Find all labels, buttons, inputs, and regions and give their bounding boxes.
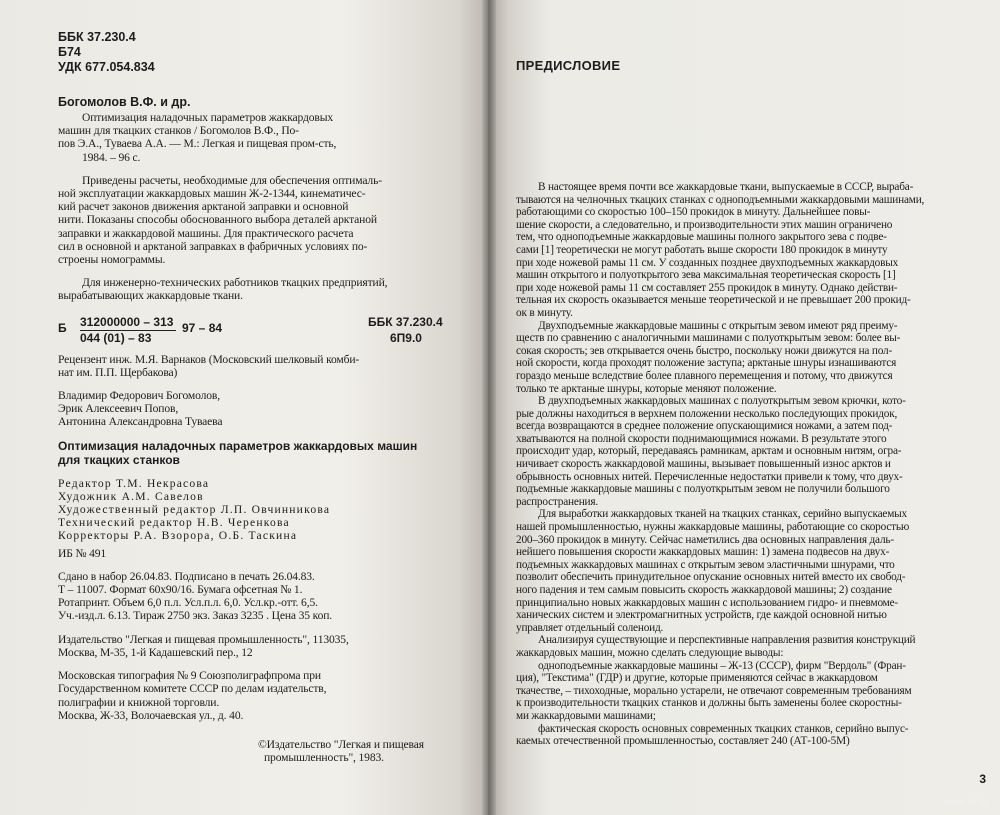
preface-line: сами [1] теоретически не могут работать выше скорости 180 прокидок в минуту [516, 243, 888, 256]
preface-line: принципиально новых жаккардовых машин с использованием гидро- и пневмоме- [516, 596, 898, 609]
copyright-line: ©Издательство "Легкая и пищевая [258, 737, 424, 751]
print-line: Ротапринт. Объем 6,0 п.л. Усл.п.л. 6,0. Усл.кр.-отт. 6,5. [58, 596, 318, 610]
watermark-text: www.ay.by [942, 797, 990, 808]
preface-line: нашей промышленностью, нужны жаккардовые машины, работающие со скоростью [516, 521, 910, 534]
preface-line: распространения. [516, 495, 599, 508]
bib-line: машин для ткацких станков / Богомолов В.Ф., По- [58, 124, 299, 138]
publisher-line: Москва, М-35, 1-й Кадашевский пер., 12 [58, 645, 253, 659]
preface-line: Двухподъемные жаккардовые машины с открытым зевом имеют ряд преиму- [538, 319, 898, 332]
printer-line: полиграфии и книжной торговли. [58, 695, 220, 709]
printer-address [58, 669, 474, 722]
preface-line: тываются на челночных ткацких станках с одноподъемными жаккардовыми машинами, [516, 193, 925, 206]
preface-paragraph [516, 508, 978, 634]
preface-line: управляет отдельный соленоид. [516, 621, 664, 634]
preface-line: тельная их скорость оказывается меньше теоретической и не превышает 200 прокид- [516, 294, 911, 307]
preface-line: подъемных жаккардовых машинах с открытым зевом эластичными шнурами, что [516, 558, 895, 571]
print-details [58, 570, 474, 623]
bibliographic-description [58, 111, 474, 164]
print-line: Т – 11007. Формат 60х90/16. Бумага офсетная № 1. [58, 583, 303, 597]
preface-line: всегда возвращаются в среднее положение опускающимися ножами, а затем под- [516, 420, 893, 433]
preface-line: 200–360 прокидок в минуту. Сейчас наметились два основных направления даль- [516, 533, 894, 546]
preface-line: к производительности ткацких станков и должны быть заменены более скоростны- [516, 697, 902, 710]
left-page-imprint [0, 0, 488, 815]
preface-line: ханических систем и электромагнитных устройств, где каждой основной нитью [516, 609, 887, 622]
editorial-staff [58, 477, 474, 543]
abstract-line: заправки и жаккардовой машины. Для практического расчета [58, 226, 354, 240]
preface-line: хватываются на полной скорости поднимающимися ножами. В результате этого [516, 432, 887, 445]
preface-line: обрывность основных нитей. Перечисленные недостатки привели к тому, что двух- [516, 470, 903, 483]
udk-code: УДК 677.054.834 [58, 60, 155, 74]
preface-body [516, 181, 978, 748]
author-heading: Богомолов В.Ф. и др. [58, 95, 191, 109]
abstract-line: нити. Показаны способы обоснованного выбора деталей арктаной [58, 213, 377, 227]
preface-line: ществ по сравнению с аналогичными машинами с полуоткрытым зевом: более вы- [516, 332, 901, 345]
printer-line: Москва, Ж-33, Волочаевская ул., д. 40. [58, 708, 244, 722]
preface-line: происходит удар, который, передаваясь рамникам, арктам и основным нитям, огра- [516, 445, 902, 458]
index-letter: Б [58, 320, 67, 335]
preface-line: ция), "Текстима" (ГДР) и другие, которые применяются сейчас в жаккардовом [516, 672, 878, 685]
printer-line: Государственном комитете СССР по делам издательств, [58, 682, 327, 696]
preface-line: сокая скорость; зев открывается очень быстро, поскольку ножи движутся на пол- [516, 344, 893, 357]
preface-line: рые должны находиться в верхнем положении несколько последующих прокидок, [516, 407, 898, 420]
print-line: Уч.-изд.л. 6.13. Тираж 2750 экз. Заказ 3235 . Цена 35 коп. [58, 609, 333, 623]
preface-line: тем, что одноподъемные жаккардовые машины полного закрытого зева с подве- [516, 231, 887, 244]
print-line: Сдано в набор 26.04.83. Подписано в печать 26.04.83. [58, 569, 315, 583]
abstract-line: кий расчет законов движения арктаной заправки и основной [58, 200, 349, 214]
preface-line: ничивает скорость жаккардовой машины, вызывает повышенный износ арктов и [516, 458, 891, 471]
copyright-line: промышленность", 1983. [264, 751, 384, 765]
preface-line: Для выработки жаккардовых тканей на ткацких станках, серийно выпускаемых [538, 508, 907, 521]
preface-line: ного падения и тем самым повысить скорость жаккардовой машины; 2) создание [516, 584, 892, 596]
staff-line: Корректоры Р.А. Взорора, О.Б. Таскина [58, 529, 298, 543]
preface-paragraph [516, 395, 978, 508]
preface-line: каемых отечественной промышленностью, составляет 240 (АТ-100-5М) [516, 735, 850, 748]
preface-heading: ПРЕДИСЛОВИЕ [516, 58, 621, 73]
index-pages: 97 – 84 [182, 320, 223, 335]
page-number: 3 [979, 772, 986, 786]
preface-line: нейшего повышения скорости жаккардовых машин: 1) замена подвесов на двух- [516, 546, 890, 559]
publisher-line: Издательство "Легкая и пищевая промышленность", 113035, [58, 632, 349, 646]
preface-line: ок в минуту. [516, 306, 573, 319]
book-gutter [482, 0, 496, 815]
reviewer [58, 353, 474, 379]
bib-line: пов Э.А., Туваева А.А. — М.: Легкая и пищевая пром-сть, [58, 137, 337, 151]
bib-line: 1984. – 96 с. [82, 150, 141, 164]
preface-line: работающими со скоростью 100–150 прокидок в минуту. Дальнейшее повы- [516, 206, 871, 219]
reviewer-line: нат им. П.П. Щербакова) [58, 365, 178, 379]
preface-line: Анализируя существующие и перспективные направления развития конструкций [538, 634, 916, 647]
preface-line: подъемные жаккардовые машины с полуоткрытым зевом не получили большого [516, 483, 890, 496]
abstract-line: сил в основной и арктаной заправках в фабричных условиях по- [58, 239, 368, 253]
preface-line: фактическая скорость основных современных ткацких станков, серийно выпус- [538, 722, 909, 735]
abstract-line: строены номограммы. [58, 253, 166, 267]
audience-line: Для инженерно-технических работников ткацких предприятий, [82, 276, 388, 290]
audience-note [58, 276, 474, 302]
bib-line: Оптимизация наладочных параметров жаккардовых [82, 111, 334, 124]
staff-line: Редактор Т.М. Некрасова [58, 476, 210, 490]
staff-line: Художник А.М. Савелов [58, 489, 204, 503]
bbk-code: ББК 37.230.4 [58, 30, 136, 44]
preface-paragraph [516, 320, 978, 396]
author-name: Владимир Федорович Богомолов, [58, 389, 220, 403]
preface-line: машин открытого и полуоткрытого зева максимальная теоретическая скорость [1] [516, 269, 896, 282]
staff-line: Технический редактор Н.В. Черенкова [58, 516, 290, 530]
preface-line: при ходе ножевой рамы 11 см составляет 255 прокидок в минуту. Однако действи- [516, 281, 898, 294]
right-page-preface [488, 0, 1000, 815]
abstract [58, 174, 474, 266]
preface-line: В двухподъемных жаккардовых машинах с полуоткрытым зевом крючки, кото- [538, 395, 906, 408]
preface-line: одноподъемные жаккардовые машины – Ж-13 (СССР), фирм "Вердоль" (Фран- [538, 659, 906, 672]
abstract-line: Приведены расчеты, необходимые для обеспечения оптималь- [82, 173, 382, 187]
preface-paragraph [516, 181, 978, 320]
classification-codes [58, 30, 474, 75]
preface-paragraph [516, 634, 978, 659]
preface-line: шение скорости, а следовательно, и производительности этих машин ограничено [516, 218, 893, 231]
title-line: для ткацких станков [58, 452, 180, 467]
staff-line: Художественный редактор Л.П. Овчинникова [58, 503, 331, 517]
title-line: Оптимизация наладочных параметров жаккардовых машин [58, 438, 418, 453]
preface-line: В настоящее время почти все жаккардовые ткани, выпускаемые в СССР, выраба- [538, 181, 914, 193]
author-mark: Б74 [58, 45, 81, 59]
index-numerator: 312000000 – 313 [80, 314, 174, 329]
author-name: Антонина Александровна Туваева [58, 415, 223, 429]
preface-line: только те арктаные шнуры, которые меняют положение. [516, 382, 777, 395]
index-code: 6П9.0 [390, 330, 422, 345]
index-bbk: ББК 37.230.4 [368, 314, 443, 329]
audience-line: вырабатывающих жаккардовые ткани. [58, 289, 243, 303]
preface-paragraph [516, 723, 978, 748]
copyright-notice [58, 738, 474, 764]
authors-full [58, 389, 474, 429]
ib-number: ИБ № 491 [58, 546, 107, 560]
preface-line: жаккардовых машин, можно сделать следующие выводы: [516, 646, 784, 659]
book-title [58, 439, 474, 467]
preface-line: ной скорости, когда проходят положение заступа; арктаные шнуры изнашиваются [516, 357, 897, 370]
author-name: Эрик Алексеевич Попов, [58, 402, 179, 416]
abstract-line: ной эксплуатации жаккардовых машин Ж-2-1344, кинематичес- [58, 187, 366, 201]
preface-line: ткачестве, – тихоходные, морально устарели, не отвечают современным требованиям [516, 684, 912, 697]
reviewer-line: Рецензент инж. М.Я. Варнаков (Московский шелковый комби- [58, 352, 360, 366]
printer-line: Московская типография № 9 Союзполиграфпрома при [58, 669, 321, 683]
preface-paragraph [516, 660, 978, 723]
preface-line: при ходе ножевой рамы 11 см. У созданных позднее двухподъемных жаккардовых [516, 256, 899, 269]
publisher-address [58, 633, 474, 659]
index-formula [58, 315, 474, 345]
preface-line: ми жаккардовыми машинами; [516, 709, 656, 722]
preface-line: гораздо меньше вследствие более плавного перемещения и потому, что движутся [516, 369, 893, 382]
index-denominator: 044 (01) – 83 [80, 330, 152, 345]
preface-line: позволит обеспечить принудительное опускание основных нитей вместо их свобод- [516, 571, 906, 584]
